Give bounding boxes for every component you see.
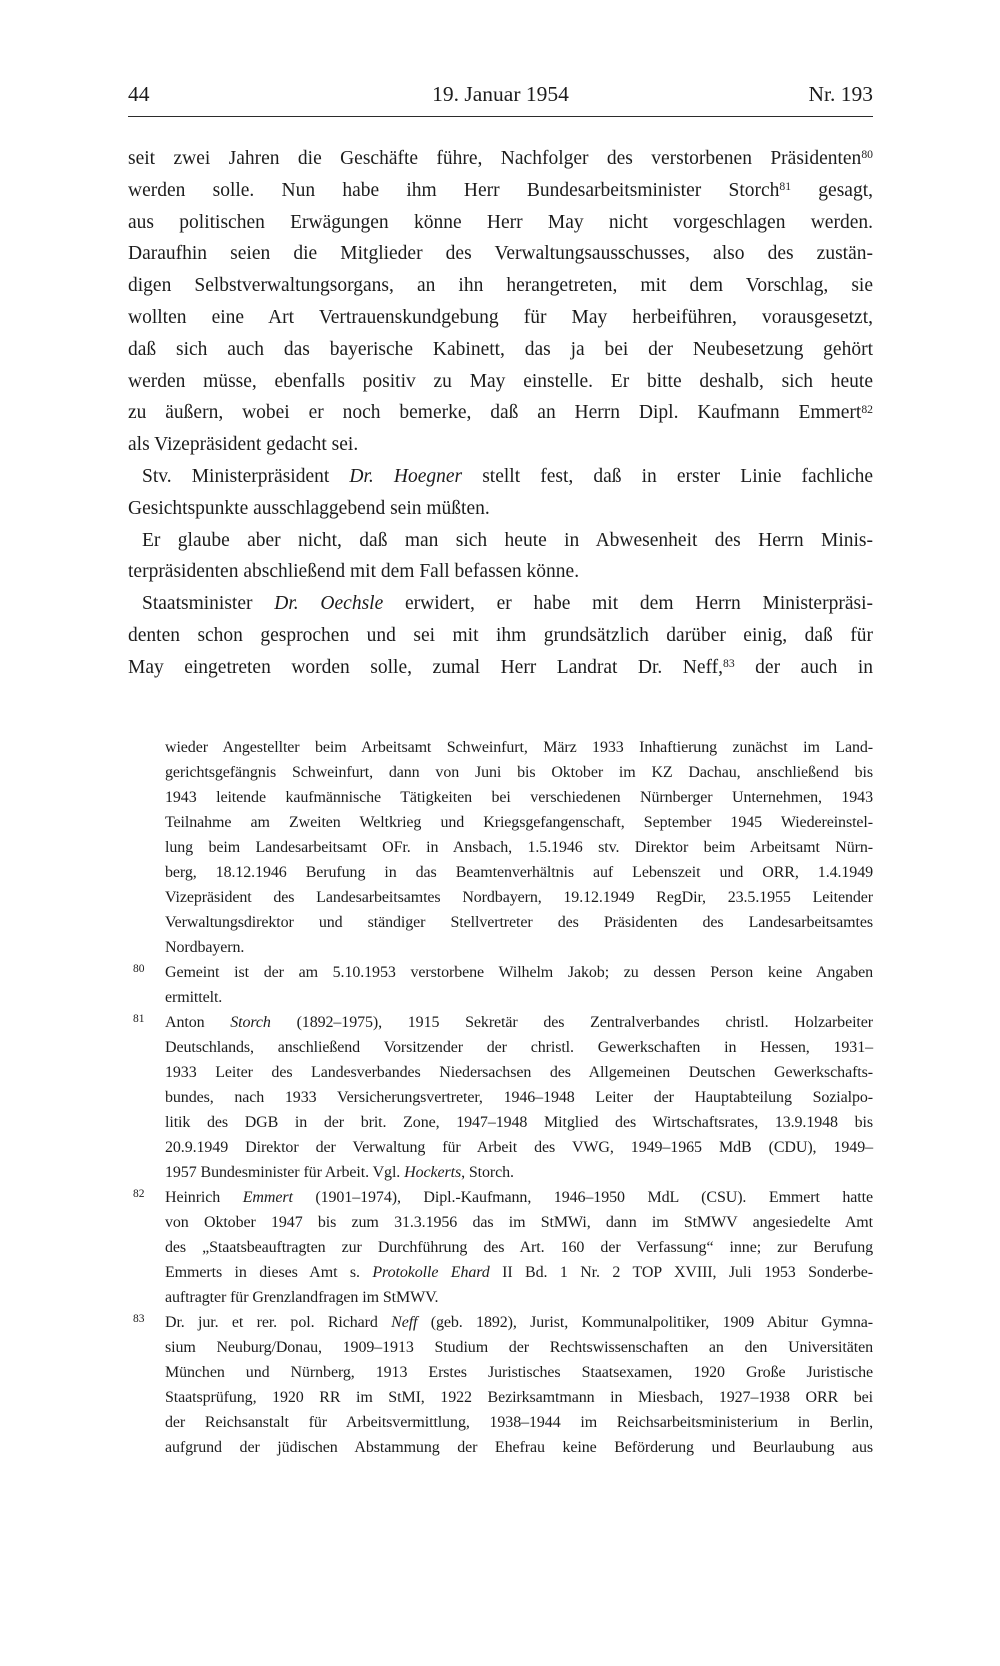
italic-name: Emmert [242, 1189, 293, 1206]
text-line: 1957 Bundesminister für Arbeit. Vgl. Hockerts, Storch. [165, 1164, 514, 1181]
text-line: digen Selbstverwaltungsorgans, an ihn herangetreten, mit dem Vorschlag, sie [128, 275, 873, 297]
footnote-reference: 81 [779, 180, 792, 194]
page-number: 44 [128, 82, 150, 106]
text-line: lung beim Landesarbeitsamt OFr. in Ansbach, 1.5.1946 stv. Direktor beim Arbeitsamt Nürn- [165, 839, 873, 856]
text-line: Daraufhin seien die Mitglieder des Verwaltungsausschusses, also des zustän- [128, 243, 873, 265]
footnote-number: 83 [133, 1313, 145, 1325]
text-line: Heinrich Emmert (1901–1974), Dipl.-Kaufmann, 1946–1950 MdL (CSU). Emmert hatte [165, 1189, 873, 1206]
text-line: des „Staatsbeauftragten zur Durchführung des Art. 160 der Verfassung“ inne; zur Berufung [165, 1239, 873, 1256]
text-line: Gesichtspunkte ausschlaggebend sein müßten. [128, 497, 490, 519]
footnote-81 [128, 1010, 873, 1185]
text-line: Emmerts in dieses Amt s. Protokolle Ehard II Bd. 1 Nr. 2 TOP XVIII, Juli 1953 Sonderbe- [165, 1264, 873, 1281]
running-header [128, 82, 873, 110]
italic-name: Neff [391, 1314, 418, 1331]
body-text [128, 143, 873, 684]
text-line: Deutschlands, anschließend Vorsitzender der christl. Gewerkschaften in Hessen, 1931– [165, 1039, 873, 1056]
text-line: München und Nürnberg, 1913 Erstes Juristisches Staatsexamen, 1920 Große Juristische [165, 1364, 873, 1381]
text-line: berg, 18.12.1946 Berufung in das Beamtenverhältnis auf Lebenszeit und ORR, 1.4.1949 [165, 864, 873, 881]
text-line: aufgrund der jüdischen Abstammung der Ehefrau keine Beförderung und Beurlaubung aus [165, 1439, 873, 1456]
text-line: als Vizepräsident gedacht sei. [128, 434, 359, 456]
text-line: werden müsse, ebenfalls positiv zu May einstelle. Er bitte deshalb, sich heute [128, 370, 873, 392]
text-line: seit zwei Jahren die Geschäfte führe, Nachfolger des verstorbenen Präsidenten$^{80}$ [128, 148, 873, 169]
text-line: der Reichsanstalt für Arbeitsvermittlung, 1938–1944 im Reichsarbeitsministerium in Berlin, [165, 1414, 873, 1431]
footnotes [128, 735, 873, 1460]
footnote-82 [128, 1185, 873, 1310]
footnote-reference: 80 [861, 148, 873, 162]
text-line: wieder Angestellter beim Arbeitsamt Schweinfurt, März 1933 Inhaftierung zunächst im Land- [165, 739, 873, 756]
italic-name: Protokolle Ehard [372, 1264, 490, 1281]
text-line: zu äußern, wobei er noch bemerke, daß an Herrn Dipl. Kaufmann Emmert$^{82}$ [128, 402, 873, 424]
header-date: 19. Januar 1954 [432, 82, 569, 106]
text-line: litik des DGB in der brit. Zone, 1947–1948 Mitglied des Wirtschaftsrates, 13.9.1948 bis [165, 1114, 873, 1131]
text-line: Teilnahme am Zweiten Weltkrieg und Kriegsgefangenschaft, September 1945 Wiedereinstel- [165, 814, 873, 831]
text-line: Verwaltungsdirektor und ständiger Stellvertreter des Präsidenten des Landesarbeitsamtes [165, 914, 873, 931]
text-line: Staatsprüfung, 1920 RR im StMI, 1922 Bezirksamtmann in Miesbach, 1927–1938 ORR bei [165, 1389, 873, 1406]
footnote-80 [128, 960, 873, 1010]
footnote-continuation [128, 735, 873, 960]
text-line: sium Neuburg/Donau, 1909–1913 Studium der Rechtswissenschaften an den Universitäten [165, 1339, 873, 1356]
italic-name: Dr. Hoegner [349, 465, 463, 487]
text-line: Er glaube aber nicht, daß man sich heute in Abwesenheit des Herrn Minis- [142, 529, 873, 551]
text-line: gerichtsgefängnis Schweinfurt, dann von Juni bis Oktober im KZ Dachau, anschließend bis [165, 764, 873, 781]
italic-name: Dr. Oechsle [274, 593, 384, 615]
text-line: aus politischen Erwägungen könne Herr May nicht vorgeschlagen werden. [128, 211, 873, 233]
text-line: 1933 Leiter des Landesverbandes Niedersachsen des Allgemeinen Deutschen Gewerkschafts- [165, 1064, 873, 1081]
text-line: May eingetreten worden solle, zumal Herr Landrat Dr. Neff,$^{83}$ der auch in [128, 656, 873, 678]
text-line: 1943 leitende kaufmännische Tätigkeiten bei verschiedenen Nürnberger Unternehmen, 1943 [165, 789, 873, 806]
text-line: Nordbayern. [165, 939, 245, 956]
body-paragraph [128, 588, 873, 683]
text-line: Gemeint ist der am 5.10.1953 verstorbene Wilhelm Jakob; zu dessen Person keine Angaben [165, 964, 873, 981]
text-line: werden solle. Nun habe ihm Herr Bundesarbeitsminister Storch$^{81}$ gesagt, [128, 179, 873, 201]
body-paragraph [128, 461, 873, 525]
footnote-83 [128, 1310, 873, 1460]
text-line: daß sich auch das bayerische Kabinett, das ja bei der Neubesetzung gehört [128, 338, 873, 360]
text-line: ermittelt. [165, 989, 223, 1006]
footnote-reference: 83 [723, 657, 735, 671]
text-line: auftragter für Grenzlandfragen im StMWV. [165, 1289, 439, 1306]
text-line: Anton Storch (1892–1975), 1915 Sekretär des Zentralverbandes christl. Holzarbeiter [165, 1014, 873, 1031]
footnote-number: 80 [133, 963, 145, 975]
text-line: Stv. Ministerpräsident Dr. Hoegner stellt fest, daß in erster Linie fachliche [142, 465, 873, 487]
document-number: Nr. 193 [808, 82, 873, 106]
text-line: denten schon gesprochen und sei mit ihm grundsätzlich darüber einig, daß für [128, 624, 873, 646]
body-paragraph [128, 525, 873, 589]
text-line: Dr. jur. et rer. pol. Richard Neff (geb. 1892), Jurist, Kommunalpolitiker, 1909 Abitur Gymna- [165, 1314, 873, 1331]
text-line: 20.9.1949 Direktor der Verwaltung für Arbeit des VWG, 1949–1965 MdB (CDU), 1949– [165, 1139, 873, 1156]
text-line: bundes, nach 1933 Versicherungsvertreter, 1946–1948 Leiter der Hauptabteilung Sozialpo- [165, 1089, 873, 1106]
text-line: terpräsidenten abschließend mit dem Fall befassen könne. [128, 561, 580, 583]
body-paragraph [128, 143, 873, 461]
italic-name: Hockerts [404, 1164, 462, 1181]
header-divider [128, 116, 873, 117]
text-line: Staatsminister Dr. Oechsle erwidert, er habe mit dem Herrn Ministerpräsi- [142, 593, 873, 615]
text-line: Vizepräsident des Landesarbeitsamtes Nordbayern, 19.12.1949 RegDir, 23.5.1955 Leitender [165, 889, 873, 906]
italic-name: Storch [230, 1014, 271, 1031]
footnote-reference: 82 [861, 402, 873, 416]
footnote-number: 82 [133, 1188, 145, 1200]
text-line: wollten eine Art Vertrauenskundgebung für May herbeiführen, vorausgesetzt, [128, 306, 873, 328]
footnote-number: 81 [133, 1013, 145, 1025]
text-line: von Oktober 1947 bis zum 31.3.1956 das im StMWi, dann im StMWV angesiedelte Amt [165, 1214, 873, 1231]
